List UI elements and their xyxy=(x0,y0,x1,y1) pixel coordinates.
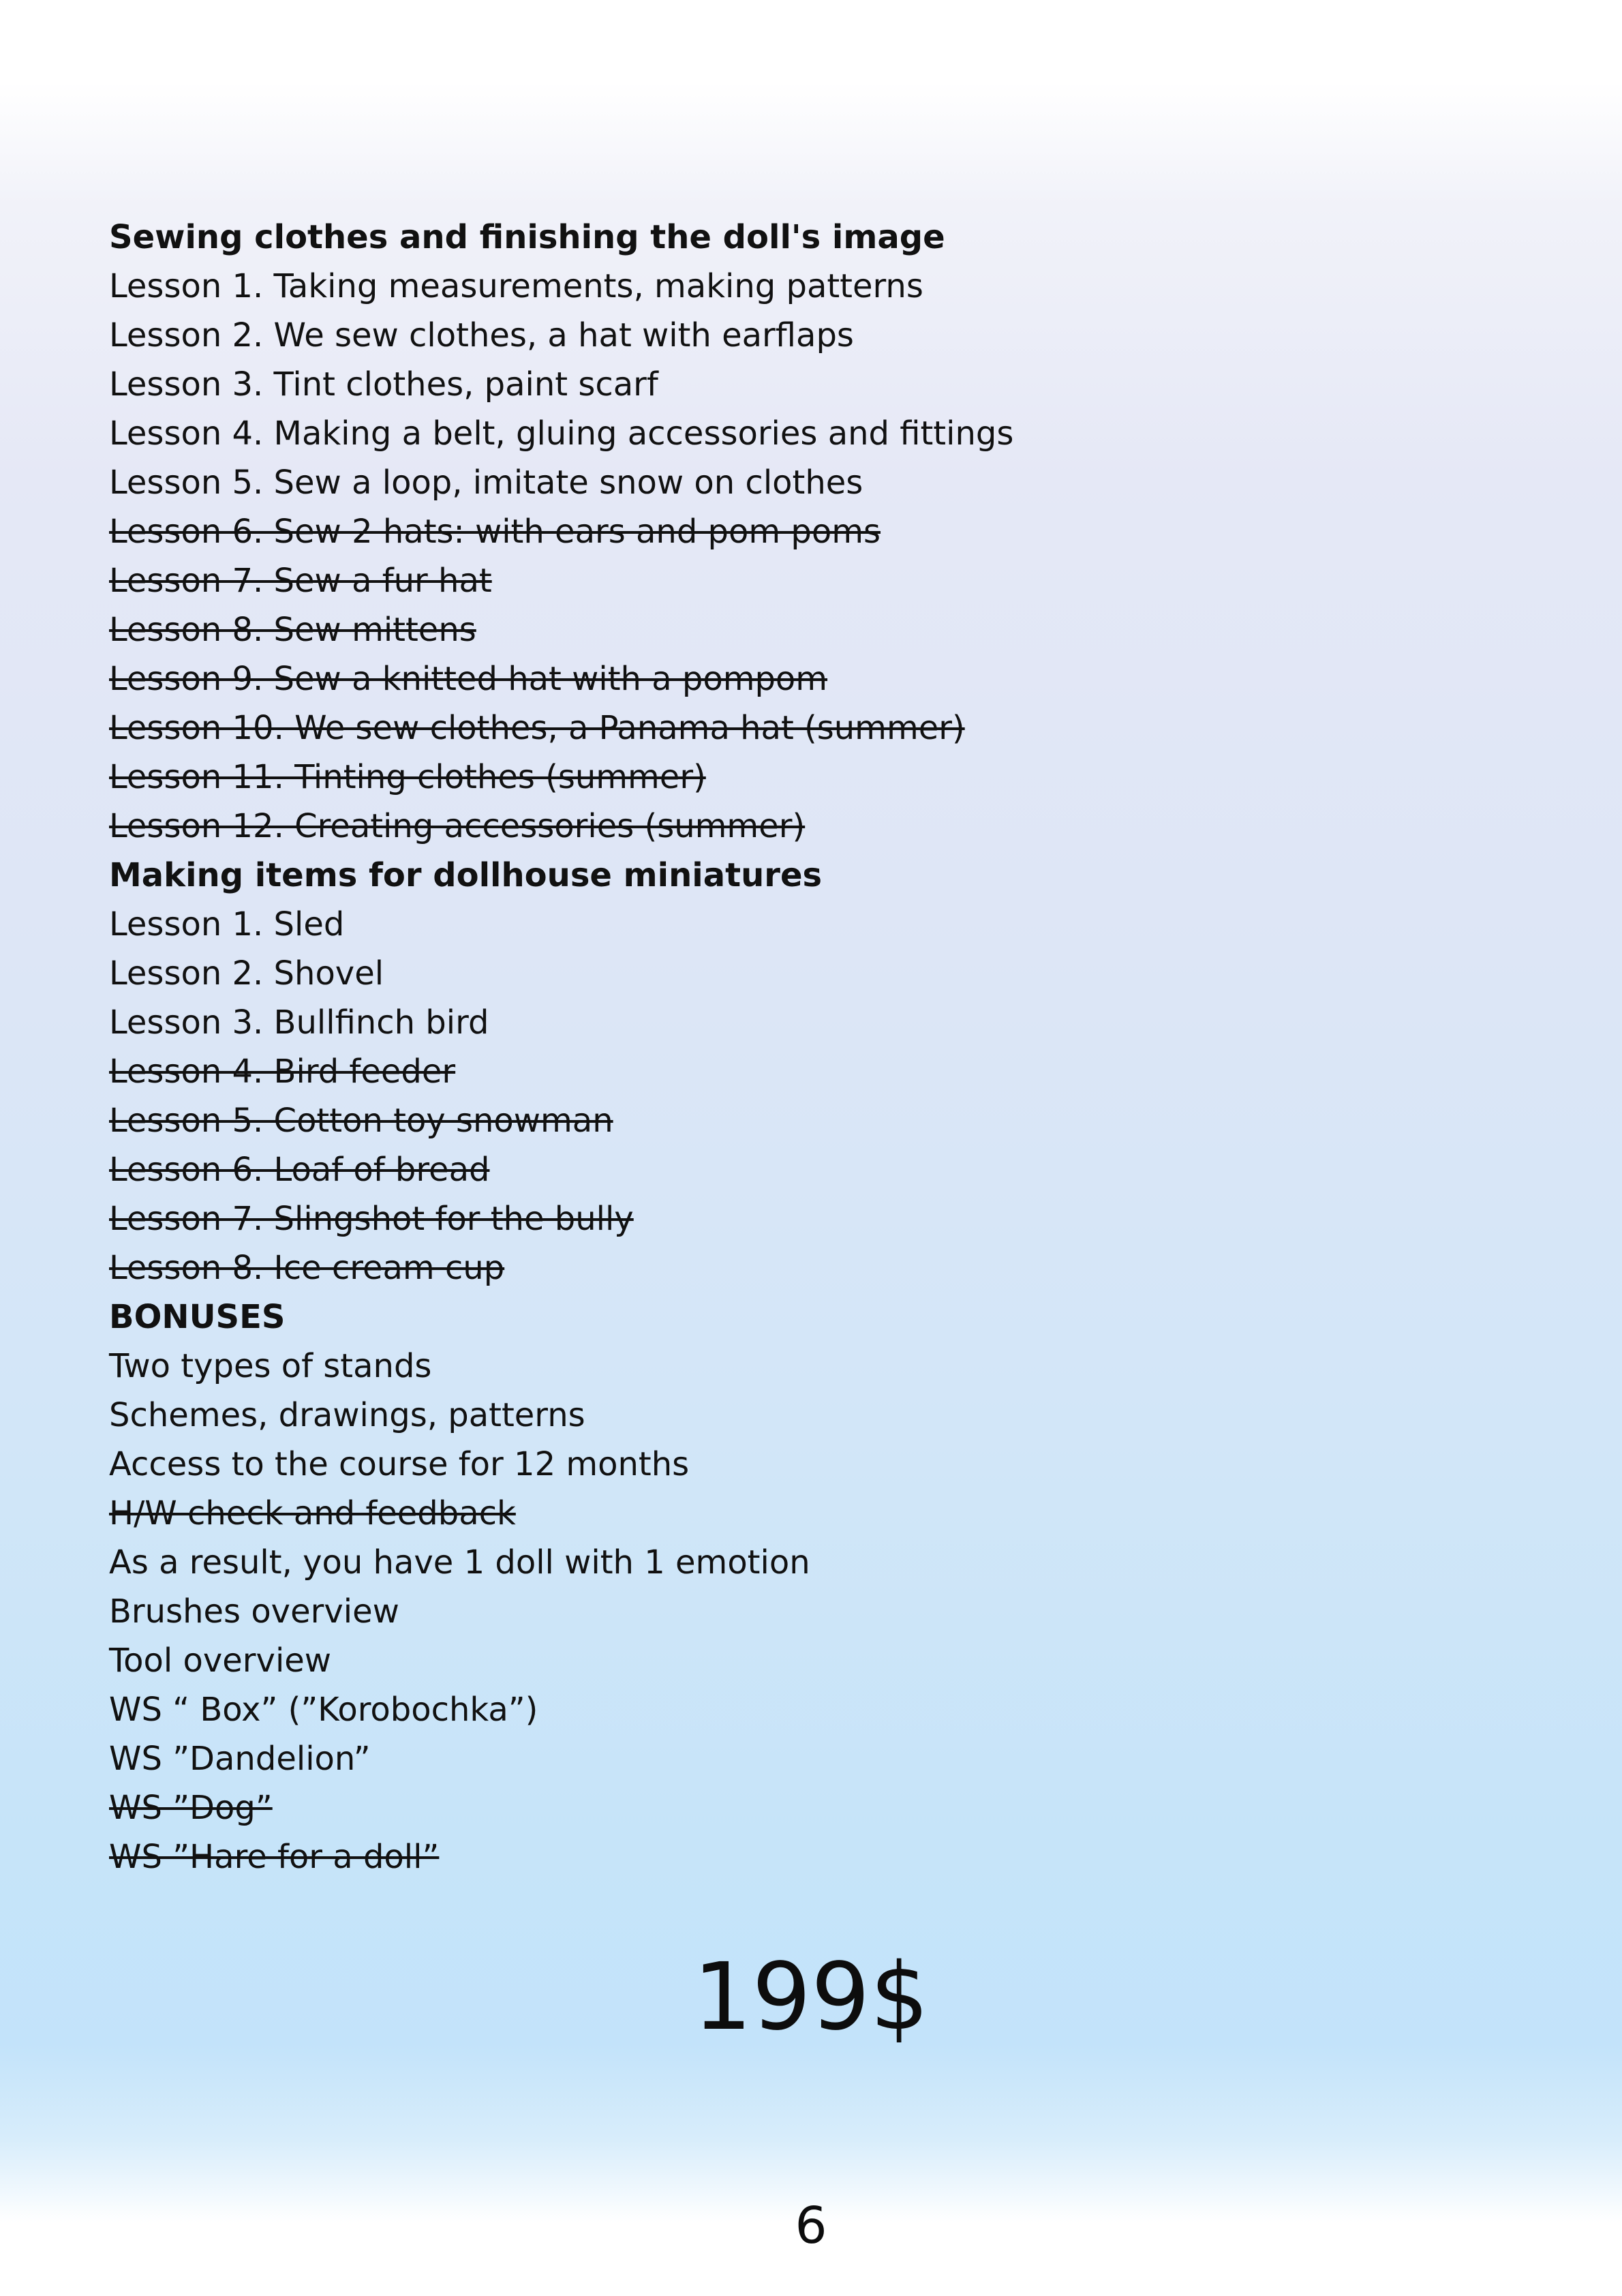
list-item-struck: Lesson 8. Ice cream cup xyxy=(109,1249,505,1287)
list-item-struck: Lesson 11. Tinting clothes (summer) xyxy=(109,758,706,796)
list-item: Access to the course for 12 months xyxy=(109,1445,690,1483)
list-item-struck: Lesson 7. Slingshot for the bully xyxy=(109,1200,634,1238)
list-item: Lesson 3. Bullfinch bird xyxy=(109,1003,489,1042)
page-number: 6 xyxy=(795,2196,827,2255)
list-item: WS “ Box” (”Korobochka”) xyxy=(109,1691,538,1729)
list-item-struck: WS ”Hare for a doll” xyxy=(109,1838,440,1876)
list-item-struck: Lesson 6. Sew 2 hats: with ears and pom poms xyxy=(109,513,881,551)
list-item: As a result, you have 1 doll with 1 emotion xyxy=(109,1543,810,1582)
list-item: Lesson 3. Tint clothes, paint scarf xyxy=(109,365,658,404)
list-item-struck: Lesson 4. Bird feeder xyxy=(109,1053,456,1091)
list-item-struck: Lesson 6. Loaf of bread xyxy=(109,1151,490,1189)
list-item: Two types of stands xyxy=(109,1347,432,1385)
list-item: Schemes, drawings, patterns xyxy=(109,1396,585,1434)
list-item: Tool overview xyxy=(109,1642,332,1680)
list-item-struck: Lesson 12. Creating accessories (summer) xyxy=(109,807,806,845)
list-item: Lesson 1. Taking measurements, making patterns xyxy=(109,267,923,305)
list-item: Lesson 2. We sew clothes, a hat with earflaps xyxy=(109,316,854,354)
list-item-struck: Lesson 10. We sew clothes, a Panama hat (summer) xyxy=(109,709,965,747)
list-item-struck: Lesson 5. Cotton toy snowman xyxy=(109,1102,613,1140)
list-item: Lesson 2. Shovel xyxy=(109,954,384,993)
section-heading: Making items for dollhouse miniatures xyxy=(109,856,823,894)
list-item-struck: H/W check and feedback xyxy=(109,1494,516,1532)
list-item: Lesson 4. Making a belt, gluing accessories and fittings xyxy=(109,414,1014,453)
price: 199$ xyxy=(692,1944,930,2051)
list-item-struck: WS ”Dog” xyxy=(109,1789,273,1827)
section-heading: BONUSES xyxy=(109,1298,286,1336)
list-item-struck: Lesson 8. Sew mittens xyxy=(109,611,476,649)
list-item-struck: Lesson 9. Sew a knitted hat with a pompom xyxy=(109,660,828,698)
section-heading: Sewing clothes and finishing the doll's image xyxy=(109,218,945,256)
list-item: Lesson 5. Sew a loop, imitate snow on clothes xyxy=(109,464,863,502)
list-item-struck: Lesson 7. Sew a fur hat xyxy=(109,562,492,600)
list-item: Brushes overview xyxy=(109,1592,399,1631)
list-item: Lesson 1. Sled xyxy=(109,905,345,943)
list-item: WS ”Dandelion” xyxy=(109,1740,371,1778)
course-contents xyxy=(109,213,1404,1882)
